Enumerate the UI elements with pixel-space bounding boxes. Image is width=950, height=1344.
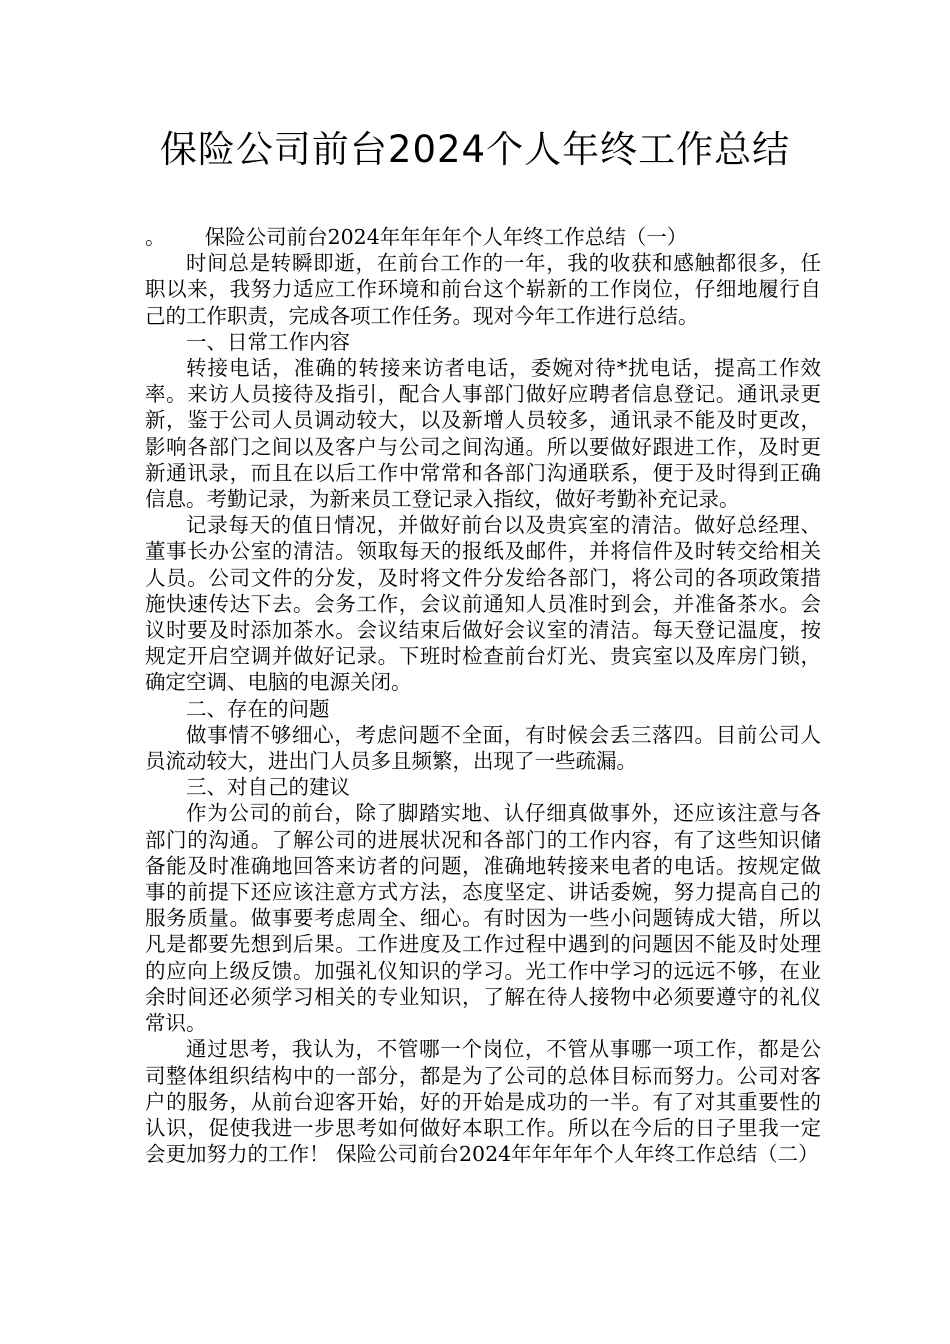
problems-paragraph: 做事情不够细心，考虑问题不全面，有时候会丢三落四。目前公司人员流动较大，进出门人员多且频繁，出现了一些疏漏。 — [145, 722, 821, 774]
conclusion-paragraph: 通过思考，我认为，不管哪一个岗位，不管从事哪一项工作，都是公司整体组织结构中的一部分，都是为了公司的总体目标而努力。公司对客户的服务，从前台迎客开始，好的开始是成功的一半。有了对其重要性的认识，促使我进一步思考如何做好本职工作。所以在今后的日子里我一定会更加努力的工作！ 保险公司前台2024年年年年个人年终工作总结（二） — [145, 1037, 821, 1167]
section-one-heading: 。 保险公司前台2024年年年年个人年终工作总结（一） — [145, 225, 688, 249]
document-body — [145, 224, 821, 1167]
heading-daily-work: 一、日常工作内容 — [186, 329, 350, 354]
daily-work-paragraph-2: 记录每天的值日情况，并做好前台以及贵宾室的清洁。做好总经理、董事长办公室的清洁。领取每天的报纸及邮件，并将信件及时转交给相关人员。公司文件的分发，及时将文件分发给各部门，将公司的各项政策措施快速传达下去。会务工作，会议前通知人员准时到会，并准备茶水。会议时要及时添加茶水。会议结束后做好会议室的清洁。每天登记温度，按规定开启空调并做好记录。下班时检查前台灯光、贵宾室以及库房门锁，确定空调、电脑的电源关闭。 — [145, 513, 821, 695]
heading-suggestions: 三、对自己的建议 — [186, 775, 350, 800]
suggestions-paragraph: 作为公司的前台，除了脚踏实地、认仔细真做事外，还应该注意与各部门的沟通。了解公司的进展状况和各部门的工作内容，有了这些知识储备能及时准确地回答来访者的问题，准确地转接来电者的电话。按规定做事的前提下还应该注意方式方法，态度坚定、讲话委婉，努力提高自己的服务质量。做事要考虑周全、细心。有时因为一些小问题铸成大错，所以凡是都要先想到后果。工作进度及工作过程中遇到的问题因不能及时处理的应向上级反馈。加强礼仪知识的学习。光工作中学习的远远不够，在业余时间还必须学习相关的专业知识，了解在待人接物中必须要遵守的礼仪常识。 — [145, 801, 821, 1036]
daily-work-paragraph-1: 转接电话，准确的转接来访者电话，委婉对待*扰电话，提高工作效率。来访人员接待及指引，配合人事部门做好应聘者信息登记。通讯录更新，鉴于公司人员调动较大，以及新增人员较多，通讯录不能及时更改，影响各部门之间以及客户与公司之间沟通。所以要做好跟进工作，及时更新通讯录，而且在以后工作中常常和各部门沟通联系，便于及时得到正确信息。考勤记录，为新来员工登记录入指纹，做好考勤补充记录。 — [145, 356, 821, 512]
heading-problems: 二、存在的问题 — [186, 696, 330, 721]
intro-paragraph: 时间总是转瞬即逝，在前台工作的一年，我的收获和感触都很多，任职以来，我努力适应工作环境和前台这个崭新的工作岗位，仔细地履行自己的工作职责，完成各项工作任务。现对今年工作进行总结。 — [145, 251, 821, 328]
document-title: 保险公司前台2024个人年终工作总结 — [159, 128, 791, 171]
